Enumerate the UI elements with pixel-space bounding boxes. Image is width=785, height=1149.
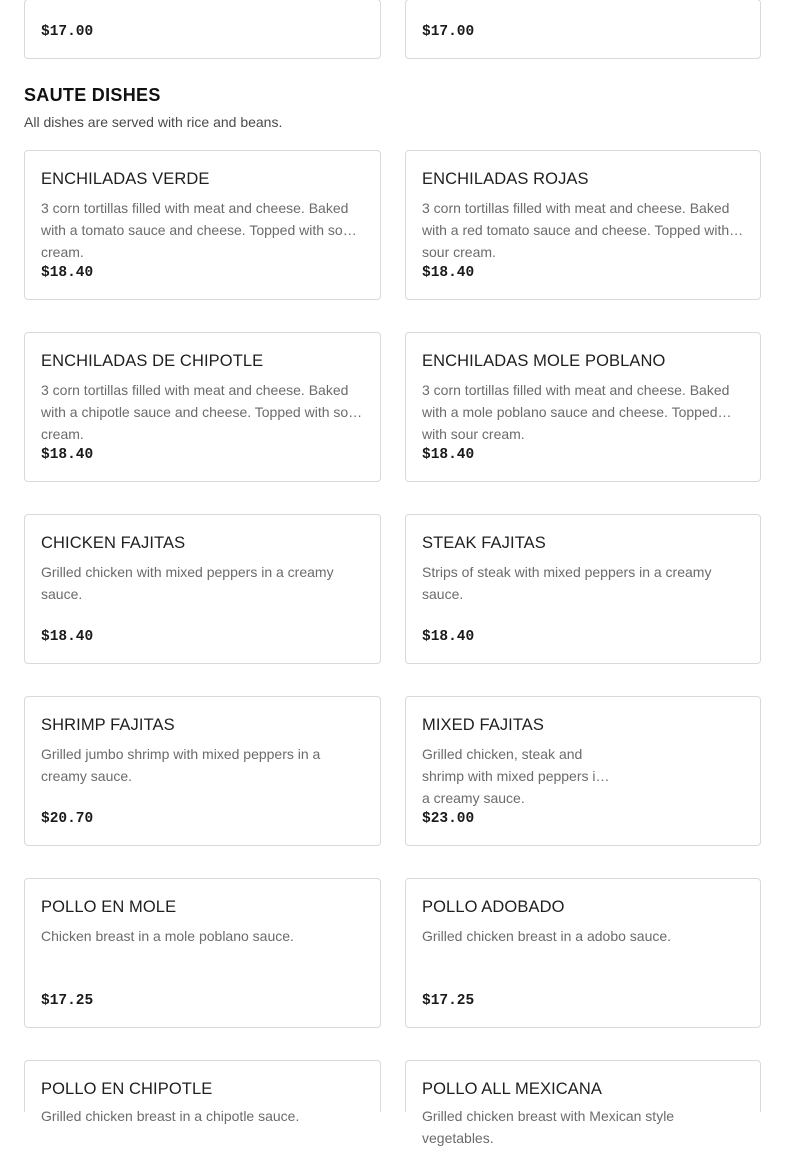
item-description: Grilled chicken breast in a chipotle sauce. xyxy=(41,1108,300,1124)
item-name: ENCHILADAS ROJAS xyxy=(422,170,589,188)
item-name: CHICKEN FAJITAS xyxy=(41,534,186,552)
menu-item-card[interactable] xyxy=(405,696,761,846)
item-description: Grilled chicken with mixed peppers in a creamy sauce. xyxy=(41,564,334,602)
menu-item-card[interactable] xyxy=(24,0,381,59)
menu-item-card[interactable] xyxy=(24,878,381,1028)
item-price: $17.25 xyxy=(41,993,94,1009)
item-price: $18.40 xyxy=(422,447,475,463)
item-price: $20.70 xyxy=(41,811,94,827)
menu-item-card[interactable] xyxy=(405,878,761,1028)
item-price: $18.40 xyxy=(41,265,94,281)
item-description: Grilled chicken breast with Mexican style vegetables. xyxy=(422,1108,675,1146)
item-description: 3 corn tortillas filled with meat and cheese. Baked with a mole poblano sauce and cheese. Topped with sour cream. xyxy=(422,382,730,442)
item-name: ENCHILADAS VERDE xyxy=(41,170,210,188)
item-description: Strips of steak with mixed peppers in a creamy sauce. xyxy=(422,564,712,602)
item-price: $18.40 xyxy=(422,629,475,645)
item-name: STEAK FAJITAS xyxy=(422,534,546,552)
section-title: SAUTE DISHES xyxy=(24,85,161,105)
menu-item-card[interactable] xyxy=(405,514,761,664)
menu-item-card[interactable] xyxy=(24,332,381,482)
menu-item-card[interactable] xyxy=(405,332,761,482)
menu-item-card[interactable] xyxy=(405,150,761,300)
item-description: 3 corn tortillas filled with meat and cheese. Baked with a chipotle sauce and cheese. Topped with sour cream. xyxy=(41,382,361,442)
menu-item-card[interactable] xyxy=(24,150,381,300)
item-name: POLLO ALL MEXICANA xyxy=(422,1080,603,1098)
item-description: 3 corn tortillas filled with meat and cheese. Baked with a tomato sauce and cheese. Topped with sour cream. xyxy=(41,200,356,260)
menu-item-card[interactable] xyxy=(24,1060,381,1124)
item-price: $18.40 xyxy=(41,629,94,645)
item-description: Grilled jumbo shrimp with mixed peppers in a creamy sauce. xyxy=(41,746,321,784)
item-description: Grilled chicken breast in a adobo sauce. xyxy=(422,928,672,944)
item-price: $17.25 xyxy=(422,993,475,1009)
item-price: $17.00 xyxy=(422,24,475,40)
menu-item-card[interactable] xyxy=(405,0,761,59)
item-price: $18.40 xyxy=(41,447,94,463)
item-name: ENCHILADAS MOLE POBLANO xyxy=(422,352,666,370)
item-name: MIXED FAJITAS xyxy=(422,716,545,734)
item-price: $17.00 xyxy=(41,24,94,40)
item-name: POLLO ADOBADO xyxy=(422,898,565,916)
menu-item-card[interactable] xyxy=(24,514,381,664)
item-description: Grilled chicken, steak and shrimp with mixed peppers in a creamy sauce. xyxy=(422,746,604,806)
item-name: ENCHILADAS DE CHIPOTLE xyxy=(41,352,264,370)
item-description: 3 corn tortillas filled with meat and cheese. Baked with a red tomato sauce and cheese. Topped with sour cream. xyxy=(422,200,730,260)
item-description: Chicken breast in a mole poblano sauce. xyxy=(41,928,294,944)
menu-item-card[interactable] xyxy=(405,1060,761,1146)
menu-item-card[interactable] xyxy=(24,696,381,846)
section-subtitle: All dishes are served with rice and beans. xyxy=(24,114,283,130)
item-name: POLLO EN CHIPOTLE xyxy=(41,1080,213,1098)
item-price: $23.00 xyxy=(422,811,475,827)
item-price: $18.40 xyxy=(422,265,475,281)
item-name: SHRIMP FAJITAS xyxy=(41,716,175,734)
item-name: POLLO EN MOLE xyxy=(41,898,177,916)
